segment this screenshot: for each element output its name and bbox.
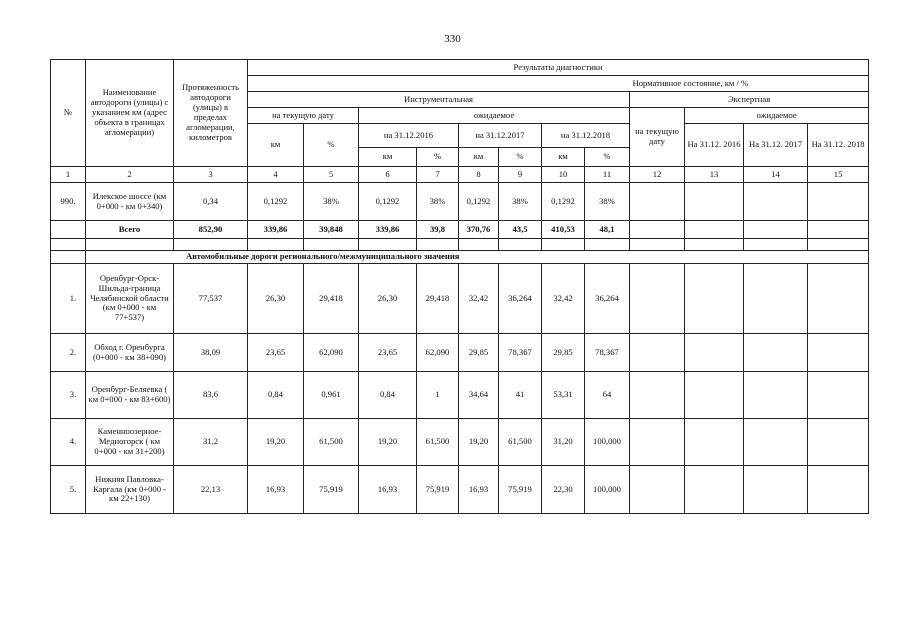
cell-value: 23,65 xyxy=(359,334,417,372)
cell-empty xyxy=(51,221,86,239)
cell-value: 61,500 xyxy=(304,419,359,466)
cell-value: 75,919 xyxy=(499,466,542,514)
section-row xyxy=(51,251,869,264)
cell-empty xyxy=(51,251,86,264)
cell-value: 53,31 xyxy=(542,372,585,419)
cell-value: 38% xyxy=(499,183,542,221)
cell-empty xyxy=(744,221,808,239)
row-no: 1. xyxy=(51,264,86,334)
cell-value: 36,264 xyxy=(499,264,542,334)
cell-value: 19,20 xyxy=(459,419,499,466)
cell-value: 29,85 xyxy=(542,334,585,372)
cell-empty xyxy=(630,334,685,372)
col-number: 12 xyxy=(630,167,685,183)
col-number: 9 xyxy=(499,167,542,183)
cell-value: 78,367 xyxy=(585,334,630,372)
cell-value: 75,919 xyxy=(417,466,459,514)
header-date-2016: на 31.12.2016 xyxy=(359,124,459,148)
cell-value: 19,20 xyxy=(248,419,304,466)
cell-value: 0,1292 xyxy=(459,183,499,221)
header-instrumental: Инструментальная xyxy=(248,92,630,108)
total-value: 410,53 xyxy=(542,221,585,239)
cell-empty xyxy=(685,264,744,334)
total-value: 39,8 xyxy=(417,221,459,239)
cell-value: 1 xyxy=(417,372,459,419)
page-number: 330 xyxy=(444,33,461,45)
cell-value: 26,30 xyxy=(248,264,304,334)
cell-empty xyxy=(630,419,685,466)
road-name: Нижняя Павловка- Каргала (км 0+000 - км 22+130) xyxy=(86,466,174,514)
header-pct: % xyxy=(304,124,359,167)
col-number: 5 xyxy=(304,167,359,183)
table-row xyxy=(51,334,869,372)
cell-empty xyxy=(744,466,808,514)
road-name: Илекское шоссе (км 0+000 - км 0+340) xyxy=(86,183,174,221)
total-row xyxy=(51,221,869,239)
cell-value: 0,1292 xyxy=(248,183,304,221)
col-number: 10 xyxy=(542,167,585,183)
cell-value: 0,1292 xyxy=(359,183,417,221)
cell-empty xyxy=(630,466,685,514)
header-current-date: на текущую дату xyxy=(248,108,359,124)
table-row xyxy=(51,264,869,334)
cell-value: 26,30 xyxy=(359,264,417,334)
cell-empty xyxy=(744,372,808,419)
cell-value: 61,500 xyxy=(417,419,459,466)
cell-value: 19,20 xyxy=(359,419,417,466)
cell-empty xyxy=(744,419,808,466)
cell-value: 38% xyxy=(417,183,459,221)
road-name: Оренбург-Беляевка ( км 0+000 - км 83+600) xyxy=(86,372,174,419)
header-expert-2018: На 31.12. 2018 xyxy=(808,124,869,167)
cell-value: 22,13 xyxy=(174,466,248,514)
cell-value: 36,264 xyxy=(585,264,630,334)
header-expected: ожидаемое xyxy=(359,108,630,124)
cell-empty xyxy=(630,183,685,221)
total-value: 852,90 xyxy=(174,221,248,239)
cell-value: 77,537 xyxy=(174,264,248,334)
cell-value: 38% xyxy=(585,183,630,221)
table-row xyxy=(51,466,869,514)
cell-empty xyxy=(630,221,685,239)
total-value: 370,76 xyxy=(459,221,499,239)
header-no: № xyxy=(51,60,86,167)
header-name: Наименование автодороги (улицы) с указанием км (адрес объекта в границах агломерации) xyxy=(86,60,174,167)
col-number: 11 xyxy=(585,167,630,183)
cell-value: 83,6 xyxy=(174,372,248,419)
cell-empty xyxy=(808,264,869,334)
cell-value: 62,090 xyxy=(304,334,359,372)
cell-value: 34,64 xyxy=(459,372,499,419)
col-number: 2 xyxy=(86,167,174,183)
col-number: 6 xyxy=(359,167,417,183)
cell-empty xyxy=(808,183,869,221)
header-expert-expected: ожидаемое xyxy=(685,108,869,124)
col-number: 4 xyxy=(248,167,304,183)
cell-value: 29,85 xyxy=(459,334,499,372)
cell-empty xyxy=(744,183,808,221)
header-expert-current: на текущую дату xyxy=(630,108,685,167)
total-value: 48,1 xyxy=(585,221,630,239)
cell-empty xyxy=(808,419,869,466)
cell-value: 100,000 xyxy=(585,466,630,514)
cell-empty xyxy=(685,334,744,372)
col-number: 7 xyxy=(417,167,459,183)
col-number: 13 xyxy=(685,167,744,183)
header-pct: % xyxy=(499,148,542,167)
cell-value: 62,090 xyxy=(417,334,459,372)
header-length: Протяженность автодороги (улицы) в пределах агломерации, километров xyxy=(174,60,248,167)
cell-value: 0,84 xyxy=(359,372,417,419)
row-no: 2. xyxy=(51,334,86,372)
col-number: 3 xyxy=(174,167,248,183)
cell-value: 16,93 xyxy=(248,466,304,514)
col-number: 14 xyxy=(744,167,808,183)
cell-empty xyxy=(744,264,808,334)
cell-value: 61,500 xyxy=(499,419,542,466)
header-pct: % xyxy=(417,148,459,167)
cell-value: 0,84 xyxy=(248,372,304,419)
cell-empty xyxy=(808,372,869,419)
cell-value: 38% xyxy=(304,183,359,221)
total-label: Всего xyxy=(86,221,174,239)
header-expert-2016: На 31.12. 2016 xyxy=(685,124,744,167)
cell-value: 29,418 xyxy=(417,264,459,334)
cell-empty xyxy=(685,419,744,466)
row-no: 990. xyxy=(51,183,86,221)
total-value: 39,848 xyxy=(304,221,359,239)
row-no: 4. xyxy=(51,419,86,466)
total-value: 43,5 xyxy=(499,221,542,239)
cell-value: 0,34 xyxy=(174,183,248,221)
spacer-row xyxy=(51,239,869,251)
cell-empty xyxy=(685,466,744,514)
cell-empty xyxy=(808,466,869,514)
cell-value: 41 xyxy=(499,372,542,419)
cell-value: 64 xyxy=(585,372,630,419)
cell-value: 32,42 xyxy=(542,264,585,334)
cell-value: 31,20 xyxy=(542,419,585,466)
cell-empty xyxy=(808,334,869,372)
header-results: Результаты диагностики xyxy=(248,60,869,76)
cell-empty xyxy=(630,372,685,419)
cell-empty xyxy=(685,183,744,221)
header-pct: % xyxy=(585,148,630,167)
cell-empty xyxy=(685,221,744,239)
cell-empty xyxy=(744,334,808,372)
col-number: 1 xyxy=(51,167,86,183)
cell-value: 22,30 xyxy=(542,466,585,514)
cell-value: 23,65 xyxy=(248,334,304,372)
cell-value: 16,93 xyxy=(359,466,417,514)
cell-empty xyxy=(808,221,869,239)
row-no: 3. xyxy=(51,372,86,419)
header-km: км xyxy=(542,148,585,167)
header-expert: Экспертная xyxy=(630,92,869,108)
road-name: Каменноозерное-Медногорск ( км 0+000 - км 31+200) xyxy=(86,419,174,466)
col-number: 8 xyxy=(459,167,499,183)
header-date-2017: на 31.12.2017 xyxy=(459,124,542,148)
col-number: 15 xyxy=(808,167,869,183)
header-expert-2017: На 31.12. 2017 xyxy=(744,124,808,167)
table-row xyxy=(51,419,869,466)
cell-value: 16,93 xyxy=(459,466,499,514)
header-date-2018: на 31.12.2018 xyxy=(542,124,630,148)
cell-value: 29,418 xyxy=(304,264,359,334)
cell-value: 75,919 xyxy=(304,466,359,514)
total-value: 339,86 xyxy=(359,221,417,239)
cell-empty xyxy=(630,264,685,334)
road-name: Обход г. Оренбурга (0+000 - км 38+090) xyxy=(86,334,174,372)
cell-empty xyxy=(685,372,744,419)
header-km: км xyxy=(459,148,499,167)
cell-value: 32,42 xyxy=(459,264,499,334)
cell-value: 31,2 xyxy=(174,419,248,466)
diagnostics-table xyxy=(50,59,869,514)
cell-value: 0,961 xyxy=(304,372,359,419)
total-value: 339,86 xyxy=(248,221,304,239)
header-normative: Нормативное состояние, км / % xyxy=(248,76,869,92)
row-no: 5. xyxy=(51,466,86,514)
cell-value: 78,367 xyxy=(499,334,542,372)
header-km: км xyxy=(248,124,304,167)
cell-value: 0,1292 xyxy=(542,183,585,221)
road-name: Оренбург-Орск-Шильда-граница Челябинской области (км 0+000 - км 77+537) xyxy=(86,264,174,334)
cell-value: 100,000 xyxy=(585,419,630,466)
column-numbers-row xyxy=(51,167,869,183)
table-row xyxy=(51,372,869,419)
table-row xyxy=(51,183,869,221)
header-km: км xyxy=(359,148,417,167)
cell-value: 38,09 xyxy=(174,334,248,372)
section-title: Автомобильные дороги регионального/межмуниципального значения xyxy=(86,251,869,264)
